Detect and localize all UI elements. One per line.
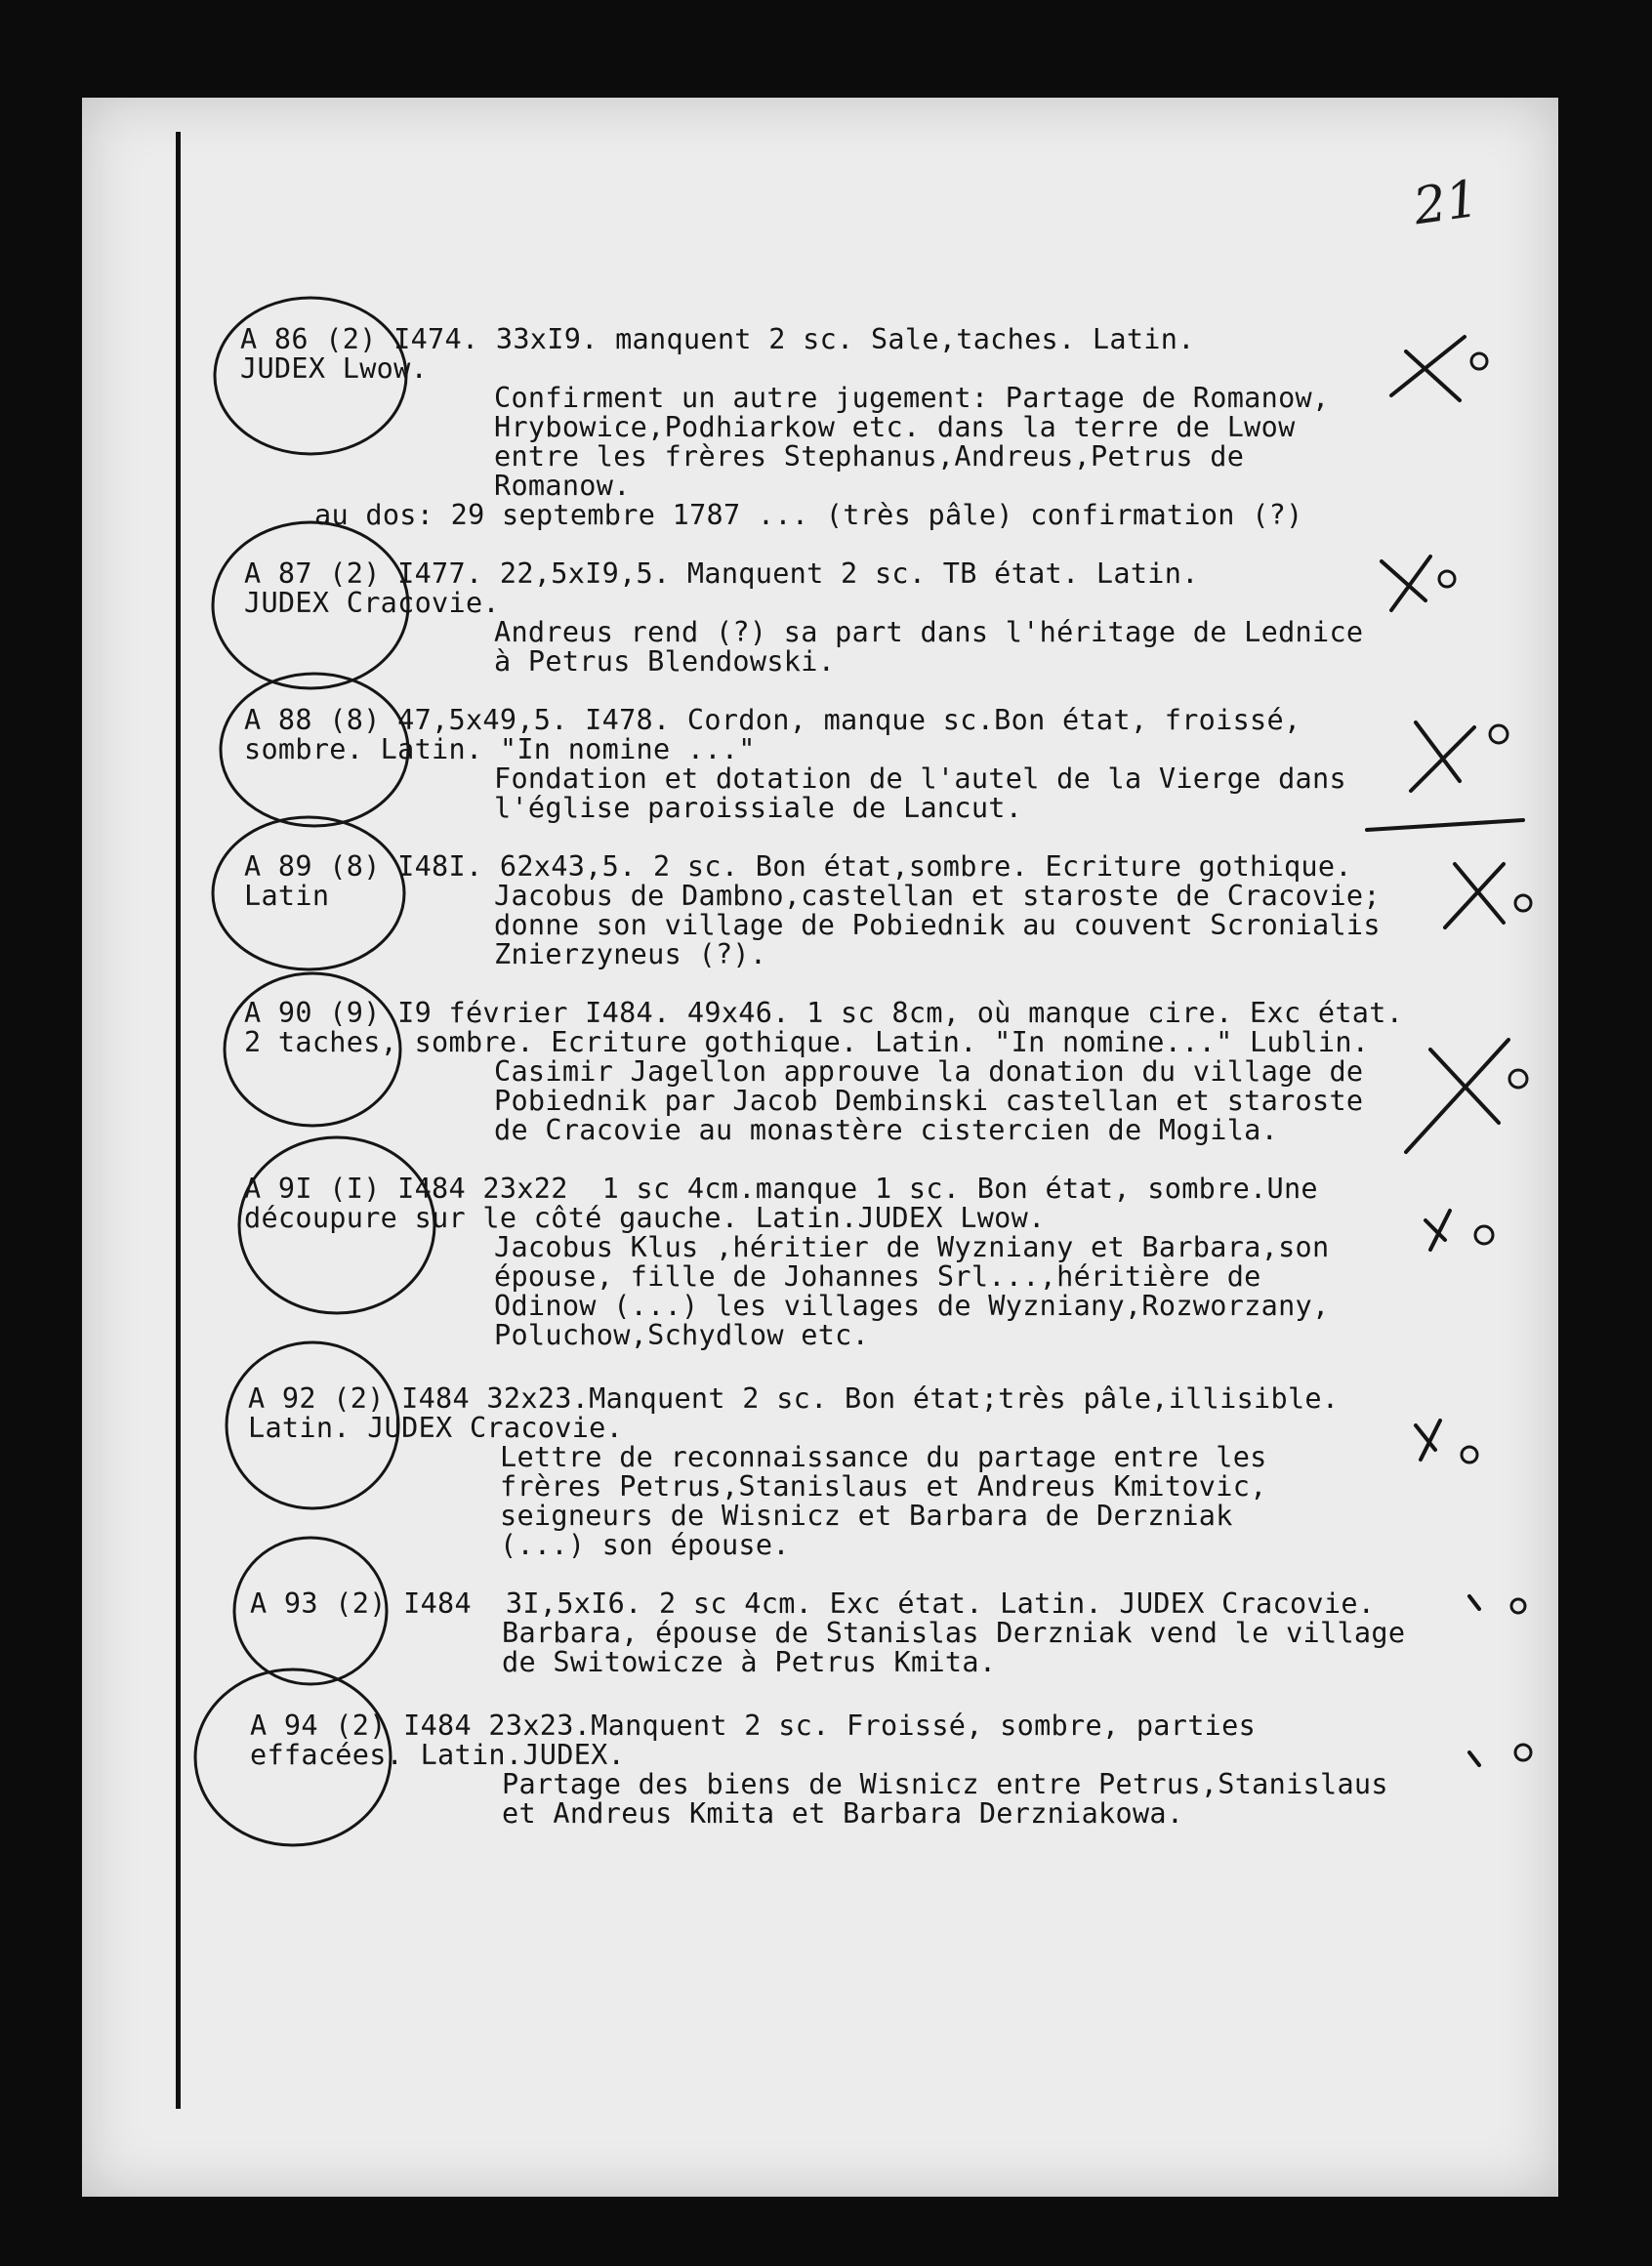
entry-summary-line: donne son village de Pobiednik au couvent Scronialis: [494, 909, 1381, 941]
left-margin-rule: [176, 132, 181, 2109]
entry-summary-line: à Petrus Blendowski.: [494, 645, 836, 678]
entry-header-line: A 92 (2) I484 32x23.Manquent 2 sc. Bon état;très pâle,illisible.: [248, 1382, 1340, 1415]
entry-summary-line: épouse, fille de Johannes Srl...,héritière de: [494, 1260, 1261, 1293]
entry-summary-line: Casimir Jagellon approuve la donation du village de: [494, 1055, 1364, 1088]
entry-summary-line: Lettre de reconnaissance du partage entre les: [500, 1441, 1267, 1473]
entry-header-line: A 9I (I) I484 23x22 1 sc 4cm.manque 1 sc. Bon état, sombre.Une: [244, 1173, 1318, 1205]
entry-header-line: A 90 (9) I9 février I484. 49x46. 1 sc 8cm, où manque cire. Exc état.: [244, 997, 1404, 1029]
entry-summary-line: (...) son épouse.: [500, 1529, 790, 1561]
entry-summary-line: Jacobus de Dambno,castellan et staroste de Cracovie;: [494, 880, 1381, 912]
entry-line: sombre. Latin. "In nomine ...": [244, 733, 756, 765]
entry-line: JUDEX Lwow.: [240, 352, 429, 385]
entry-line: Latin: [244, 880, 330, 912]
entry-summary-line: de Cracovie au monastère cistercien de Mogila.: [494, 1114, 1279, 1146]
page-number: 21: [1410, 169, 1483, 237]
entry-line: découpure sur le côté gauche. Latin.JUDEX Lwow.: [244, 1202, 1046, 1234]
entry-summary-line: Romanow.: [494, 470, 631, 502]
entry-summary-line: Barbara, épouse de Stanislas Derzniak vend le village: [502, 1617, 1406, 1649]
entry-summary-line: Poluchow,Schydlow etc.: [494, 1319, 870, 1351]
entry-summary-line: Partage des biens de Wisnicz entre Petrus,Stanislaus: [502, 1768, 1388, 1800]
entry-summary-line: Fondation et dotation de l'autel de la Vierge dans: [494, 762, 1346, 795]
entry-header-line: A 86 (2) I474. 33xI9. manquent 2 sc. Sale,taches. Latin.: [240, 323, 1195, 355]
entry-summary-line: l'église paroissiale de Lancut.: [494, 792, 1023, 824]
entry-summary-line: de Switowicze à Petrus Kmita.: [502, 1646, 997, 1678]
entry-header-line: A 89 (8) I48I. 62x43,5. 2 sc. Bon état,sombre. Ecriture gothique.: [244, 850, 1352, 883]
entry-header-line: A 87 (2) I477. 22,5xI9,5. Manquent 2 sc. TB état. Latin.: [244, 557, 1199, 590]
entry-header-line: A 88 (8) 47,5x49,5. I478. Cordon, manque sc.Bon état, froissé,: [244, 704, 1301, 736]
entry-summary-line: Andreus rend (?) sa part dans l'héritage de Lednice: [494, 616, 1364, 648]
entry-summary-line: et Andreus Kmita et Barbara Derzniakowa.: [502, 1797, 1184, 1830]
entry-line: Latin. JUDEX Cracovie.: [248, 1412, 624, 1444]
entry-line: JUDEX Cracovie.: [244, 587, 500, 619]
entry-line: effacées. Latin.JUDEX.: [250, 1739, 626, 1771]
entry-summary-line: seigneurs de Wisnicz et Barbara de Derzniak: [500, 1500, 1233, 1532]
entry-header-line: A 93 (2) I484 3I,5xI6. 2 sc 4cm. Exc état. Latin. JUDEX Cracovie.: [250, 1587, 1376, 1620]
entry-summary-line: Hrybowice,Podhiarkow etc. dans la terre de Lwow: [494, 411, 1296, 443]
entry-summary-line: Jacobus Klus ,héritier de Wyzniany et Barbara,son: [494, 1231, 1330, 1263]
entry-summary-line: Znierzyneus (?).: [494, 938, 767, 970]
entry-summary-line: frères Petrus,Stanislaus et Andreus Kmitovic,: [500, 1470, 1267, 1503]
entry-summary-line: Pobiednik par Jacob Dembinski castellan et staroste: [494, 1085, 1364, 1117]
entry-line: 2 taches, sombre. Ecriture gothique. Latin. "In nomine..." Lublin.: [244, 1026, 1370, 1058]
entry-header-line: A 94 (2) I484 23x23.Manquent 2 sc. Froissé, sombre, parties: [250, 1710, 1257, 1742]
entry-summary-line: Odinow (...) les villages de Wyzniany,Rozworzany,: [494, 1290, 1330, 1322]
entry-summary-line: Confirment un autre jugement: Partage de Romanow,: [494, 382, 1330, 414]
entry-dorsal-note: au dos: 29 septembre 1787 ... (très pâle) confirmation (?): [314, 499, 1303, 531]
entry-summary-line: entre les frères Stephanus,Andreus,Petrus de: [494, 440, 1245, 473]
